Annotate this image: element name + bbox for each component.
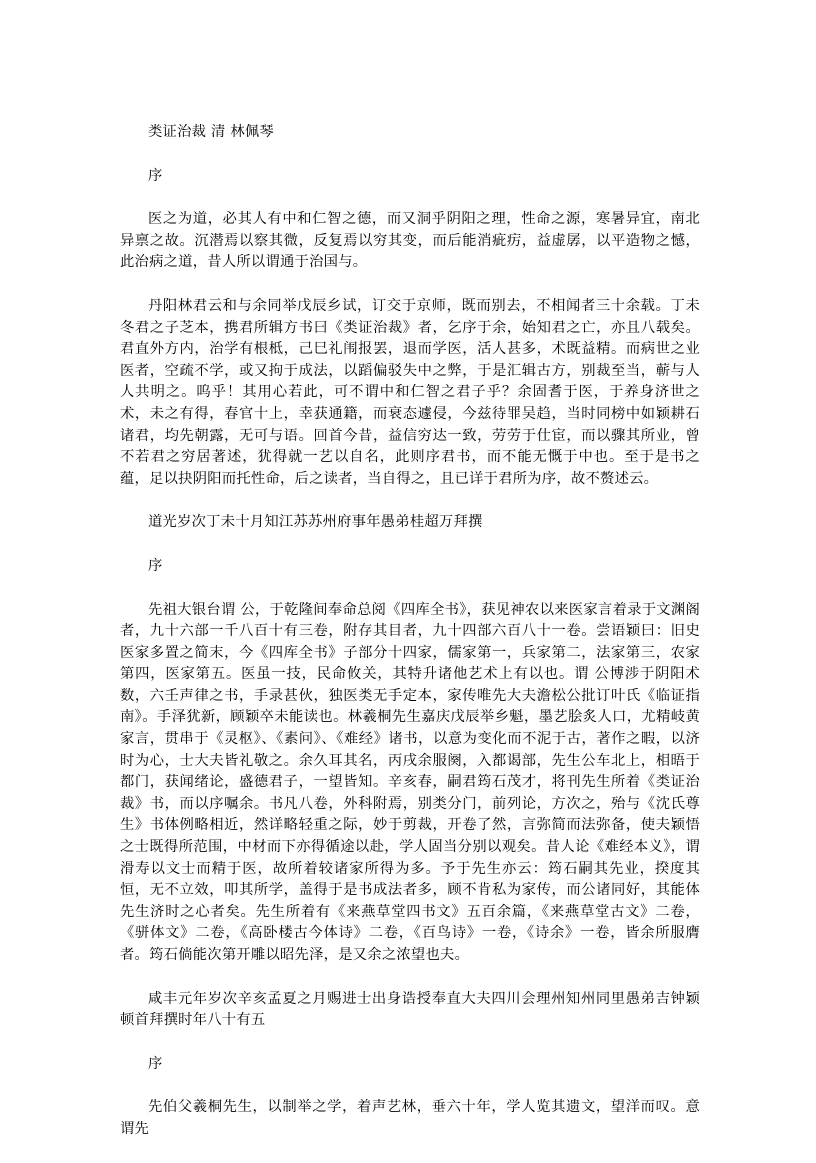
preface-2-paragraph-1: 先祖大银台谓 公，于乾隆间奉命总阅《四库全书》，获见神农以来医家言着录于文渊阁者，九十六部一千八百十有三卷，附存其目者，九十四部六百八十一卷。尝语颖曰：旧史医家多置之简末，今《四库全书》子部分十四家，儒家第一，兵家第二，法家第三，农家第四，医家第五。医虽一技，民命攸关，其特升诸他艺术上有以也。谓 公博涉于阴阳术数，六壬声律之书，手录甚伙，独医类无手定本，家传唯先大夫澹松公批订叶氏《临证指南》。手泽犹新，顾颖卒未能读也。林羲桐先生嘉庆戊辰举乡魁，墨艺脍炙人口，尤精岐黄家言，贯串于《灵枢》、《素问》、《难经》诸书，以意为变化而不泥于古，著作之暇，以济时为心，士大夫皆礼敬之。余久耳其名，丙戌余服阕，入都谒部，先生公车北上，相晤于都门，获闻绪论，盛德君子，一望皆知。辛亥春，嗣君筠石茂才，将刊先生所着《类证治裁》书，而以序嘱余。书凡八卷，外科附焉，别类分门，前列论，方次之，殆与《沈氏尊生》书体例略相近，然详略轻重之际，妙于剪裁，开卷了然，言弥简而法弥备，使夫颖悟之士既得所范围，中材而下亦得循途以赴，学人固当分别以观矣。昔人论《难经本义》，谓滑寿以文士而精于医，故所着较诸家所得为多。予于先生亦云：筠石嗣其先业，揆度其恒，无不立效，叩其所学，盖得于是书成法者多，顾不肯私为家传，而公诸同好，其能体先生济时之心者矣。先生所着有《来燕草堂四书文》五百余篇，《来燕草堂古文》二卷，《骈体文》二卷，《高卧楼古今体诗》二卷，《百鸟诗》一卷，《诗余》一卷，皆余所服膺者。筠石倘能次第开雕以昭先泽，是又余之浓望也夫。 <box>120 601 700 963</box>
preface-3-heading: 序 <box>148 1055 163 1072</box>
preface-1-signature: 道光岁次丁未十月知江苏苏州府事年愚弟桂超万拜撰 <box>148 514 483 531</box>
preface-2-signature: 咸丰元年岁次辛亥孟夏之月赐进士出身诰授奉直大夫四川会理州知州同里愚弟吉钟颖顿首拜撰时年八十有五 <box>120 990 700 1029</box>
preface-1-paragraph-2: 丹阳林君云和与余同举戊辰乡试，订交于京师，既而别去，不相闻者三十余载。丁未冬君之子芝本，携君所辑方书曰《类证治裁》者，乞序于余，始知君之亡，亦且八载矣。君直外方内，治学有根柢，己巳礼闱报罢，退而学医，活人甚多，术既益精。而病世之业医者，空疏不学，或又拘于成法，以蹈偏驳失中之弊，于是汇辑古方，别裁至当，蕲与人人共明之。呜乎！其用心若此，可不谓中和仁智之君子乎？余固耆于医，于养身济世之术，未之有得，春官十上，幸获通籍，而衰态遽侵，今兹待罪吴趋，当时同榜中如颖耕石诸君，均先朝露，无可与语。回首今昔，益信穷达一致，劳劳于仕宦，而以骤其所业，曾不若君之穷居著述，犹得就一艺以自名，此则序君书，而不能无慨于中也。至于是书之蕴，足以抉阴阳而托性命，后之读者，当自得之，且已详于君所为序，故不赘述云。 <box>120 297 700 487</box>
document-title: 类证治裁 清 林佩琴 <box>148 124 274 140</box>
preface-1-heading: 序 <box>148 167 163 184</box>
preface-2-heading: 序 <box>148 557 163 574</box>
preface-3-paragraph-1: 先伯父羲桐先生，以制举之学，着声艺林，垂六十年，学人览其遗文，望洋而叹。意谓先 <box>120 1099 700 1137</box>
preface-1-paragraph-1: 医之为道，必其人有中和仁智之德，而又洞乎阴阳之理，性命之源，寒暑异宜，南北异禀之故。沉潜焉以察其微，反复焉以穷其变，而后能消疵疠，益虚孱，以平造物之憾，此治病之道，昔人所以谓通于治国与。 <box>120 211 700 271</box>
document-page <box>120 122 700 1163</box>
